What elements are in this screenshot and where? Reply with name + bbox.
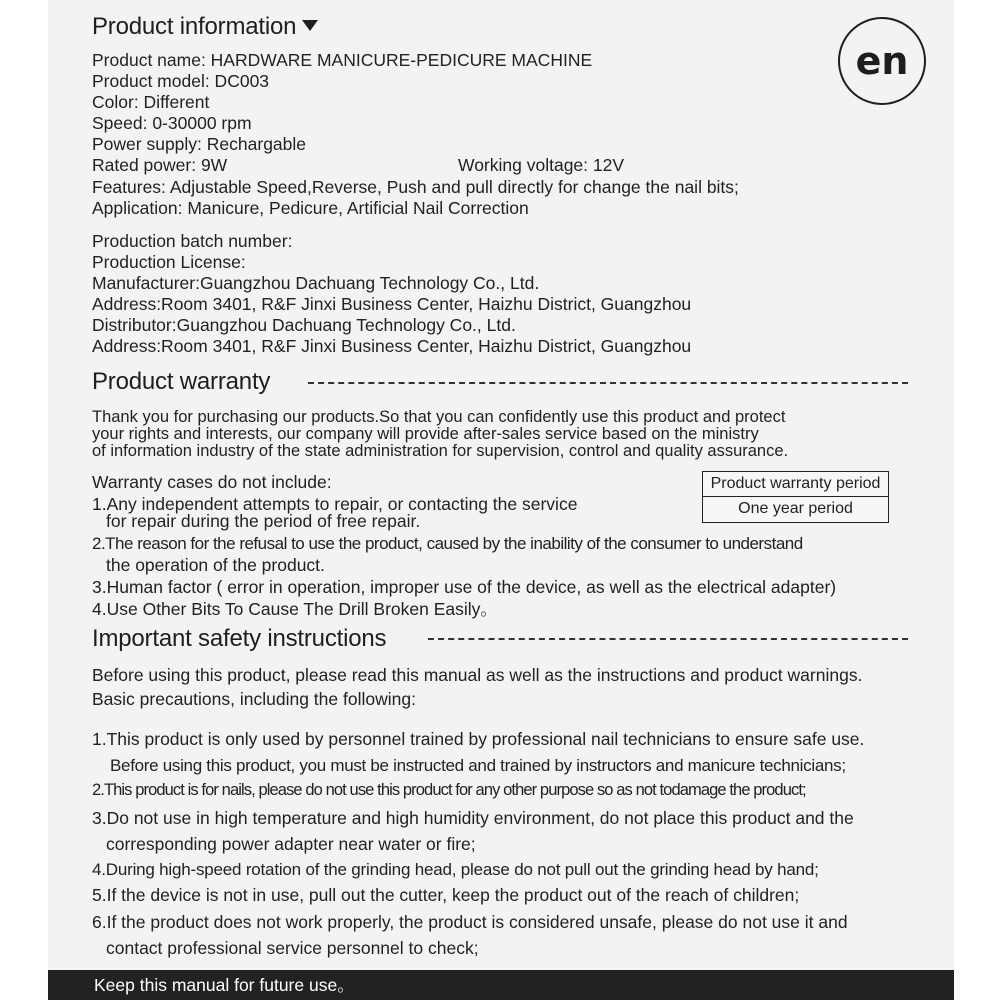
warranty-item: 2.The reason for the refusal to use the product, caused by the inability of the consumer to understand: [92, 534, 803, 553]
color-line: Color: Different: [92, 92, 210, 112]
rated-power-line: Rated power: 9W: [92, 155, 228, 175]
product-information-heading: Product information: [92, 13, 318, 41]
warranty-item: 3.Human factor ( error in operation, improper use of the device, as well as the electrical adapter): [92, 577, 837, 597]
distributor-address-line: Address:Room 3401, R&F Jinxi Business Center, Haizhu District, Guangzhou: [92, 336, 692, 356]
warranty-item-continued: the operation of the product.: [106, 555, 325, 575]
safety-item-continued: corresponding power adapter near water or fire;: [106, 834, 476, 854]
distributor-line: Distributor:Guangzhou Dachuang Technology Co., Ltd.: [92, 315, 516, 335]
warranty-item: 1.Any independent attempts to repair, or contacting the service: [92, 494, 578, 514]
warranty-item-continued: for repair during the period of free repair.: [106, 511, 421, 531]
warranty-intro-line: Thank you for purchasing our products.So that you can confidently use this product and protect: [92, 408, 786, 426]
features-line: Features: Adjustable Speed,Reverse, Push and pull directly for change the nail bits;: [92, 177, 739, 197]
triangle-down-icon: [302, 20, 318, 31]
language-badge: en: [838, 17, 926, 105]
warranty-item: 4.Use Other Bits To Cause The Drill Broken Easily。: [92, 599, 498, 619]
safety-instructions-heading: Important safety instructions: [92, 625, 387, 652]
product-warranty-heading: Product warranty: [92, 368, 271, 395]
warranty-period-label: Product warranty period: [703, 472, 888, 497]
manufacturer-line: Manufacturer:Guangzhou Dachuang Technology Co., Ltd.: [92, 273, 540, 293]
section-divider: [428, 638, 908, 640]
warranty-period-value: One year period: [738, 500, 853, 517]
footer-text: Keep this manual for future use。: [94, 975, 355, 995]
warranty-intro-line: your rights and interests, our company will provide after-sales service based on the ministry: [92, 425, 759, 443]
safety-item-continued: contact professional service personnel to check;: [106, 938, 479, 958]
manufacturer-address-line: Address:Room 3401, R&F Jinxi Business Center, Haizhu District, Guangzhou: [92, 294, 692, 314]
product-name-line: Product name: HARDWARE MANICURE-PEDICURE MACHINE: [92, 50, 593, 70]
batch-number-line: Production batch number:: [92, 231, 293, 251]
power-supply-line: Power supply: Rechargable: [92, 134, 307, 154]
safety-item: 2.This product is for nails, please do not use this product for any other purpose so as not todamage the product;: [92, 781, 806, 799]
safety-intro-line: Before using this product, please read this manual as well as the instructions and product warnings.: [92, 665, 863, 685]
safety-item: 6.If the product does not work properly, the product is considered unsafe, please do not use it and: [92, 912, 848, 932]
section-divider: [308, 382, 908, 384]
safety-item: 3.Do not use in high temperature and high humidity environment, do not place this product and the: [92, 808, 854, 828]
safety-item: 1.This product is only used by personnel trained by professional nail technicians to ensure safe use.: [92, 729, 865, 749]
warranty-exclusions-title: Warranty cases do not include:: [92, 472, 332, 492]
footer-bar: [48, 970, 954, 1000]
working-voltage-line: Working voltage: 12V: [458, 155, 625, 175]
product-model-line: Product model: DC003: [92, 71, 270, 91]
safety-item: 4.During high-speed rotation of the grinding head, please do not pull out the grinding head by hand;: [92, 860, 819, 879]
speed-line: Speed: 0-30000 rpm: [92, 113, 252, 133]
safety-intro-line: Basic precautions, including the following:: [92, 689, 416, 709]
safety-item-continued: Before using this product, you must be instructed and trained by instructors and manicure technicians;: [110, 756, 846, 775]
safety-item: 5.If the device is not in use, pull out the cutter, keep the product out of the reach of children;: [92, 885, 800, 905]
warranty-period-box: [702, 471, 889, 523]
license-line: Production License:: [92, 252, 246, 272]
warranty-intro-line: of information industry of the state administration for supervision, control and quality assurance.: [92, 442, 789, 460]
application-line: Application: Manicure, Pedicure, Artificial Nail Correction: [92, 198, 529, 218]
